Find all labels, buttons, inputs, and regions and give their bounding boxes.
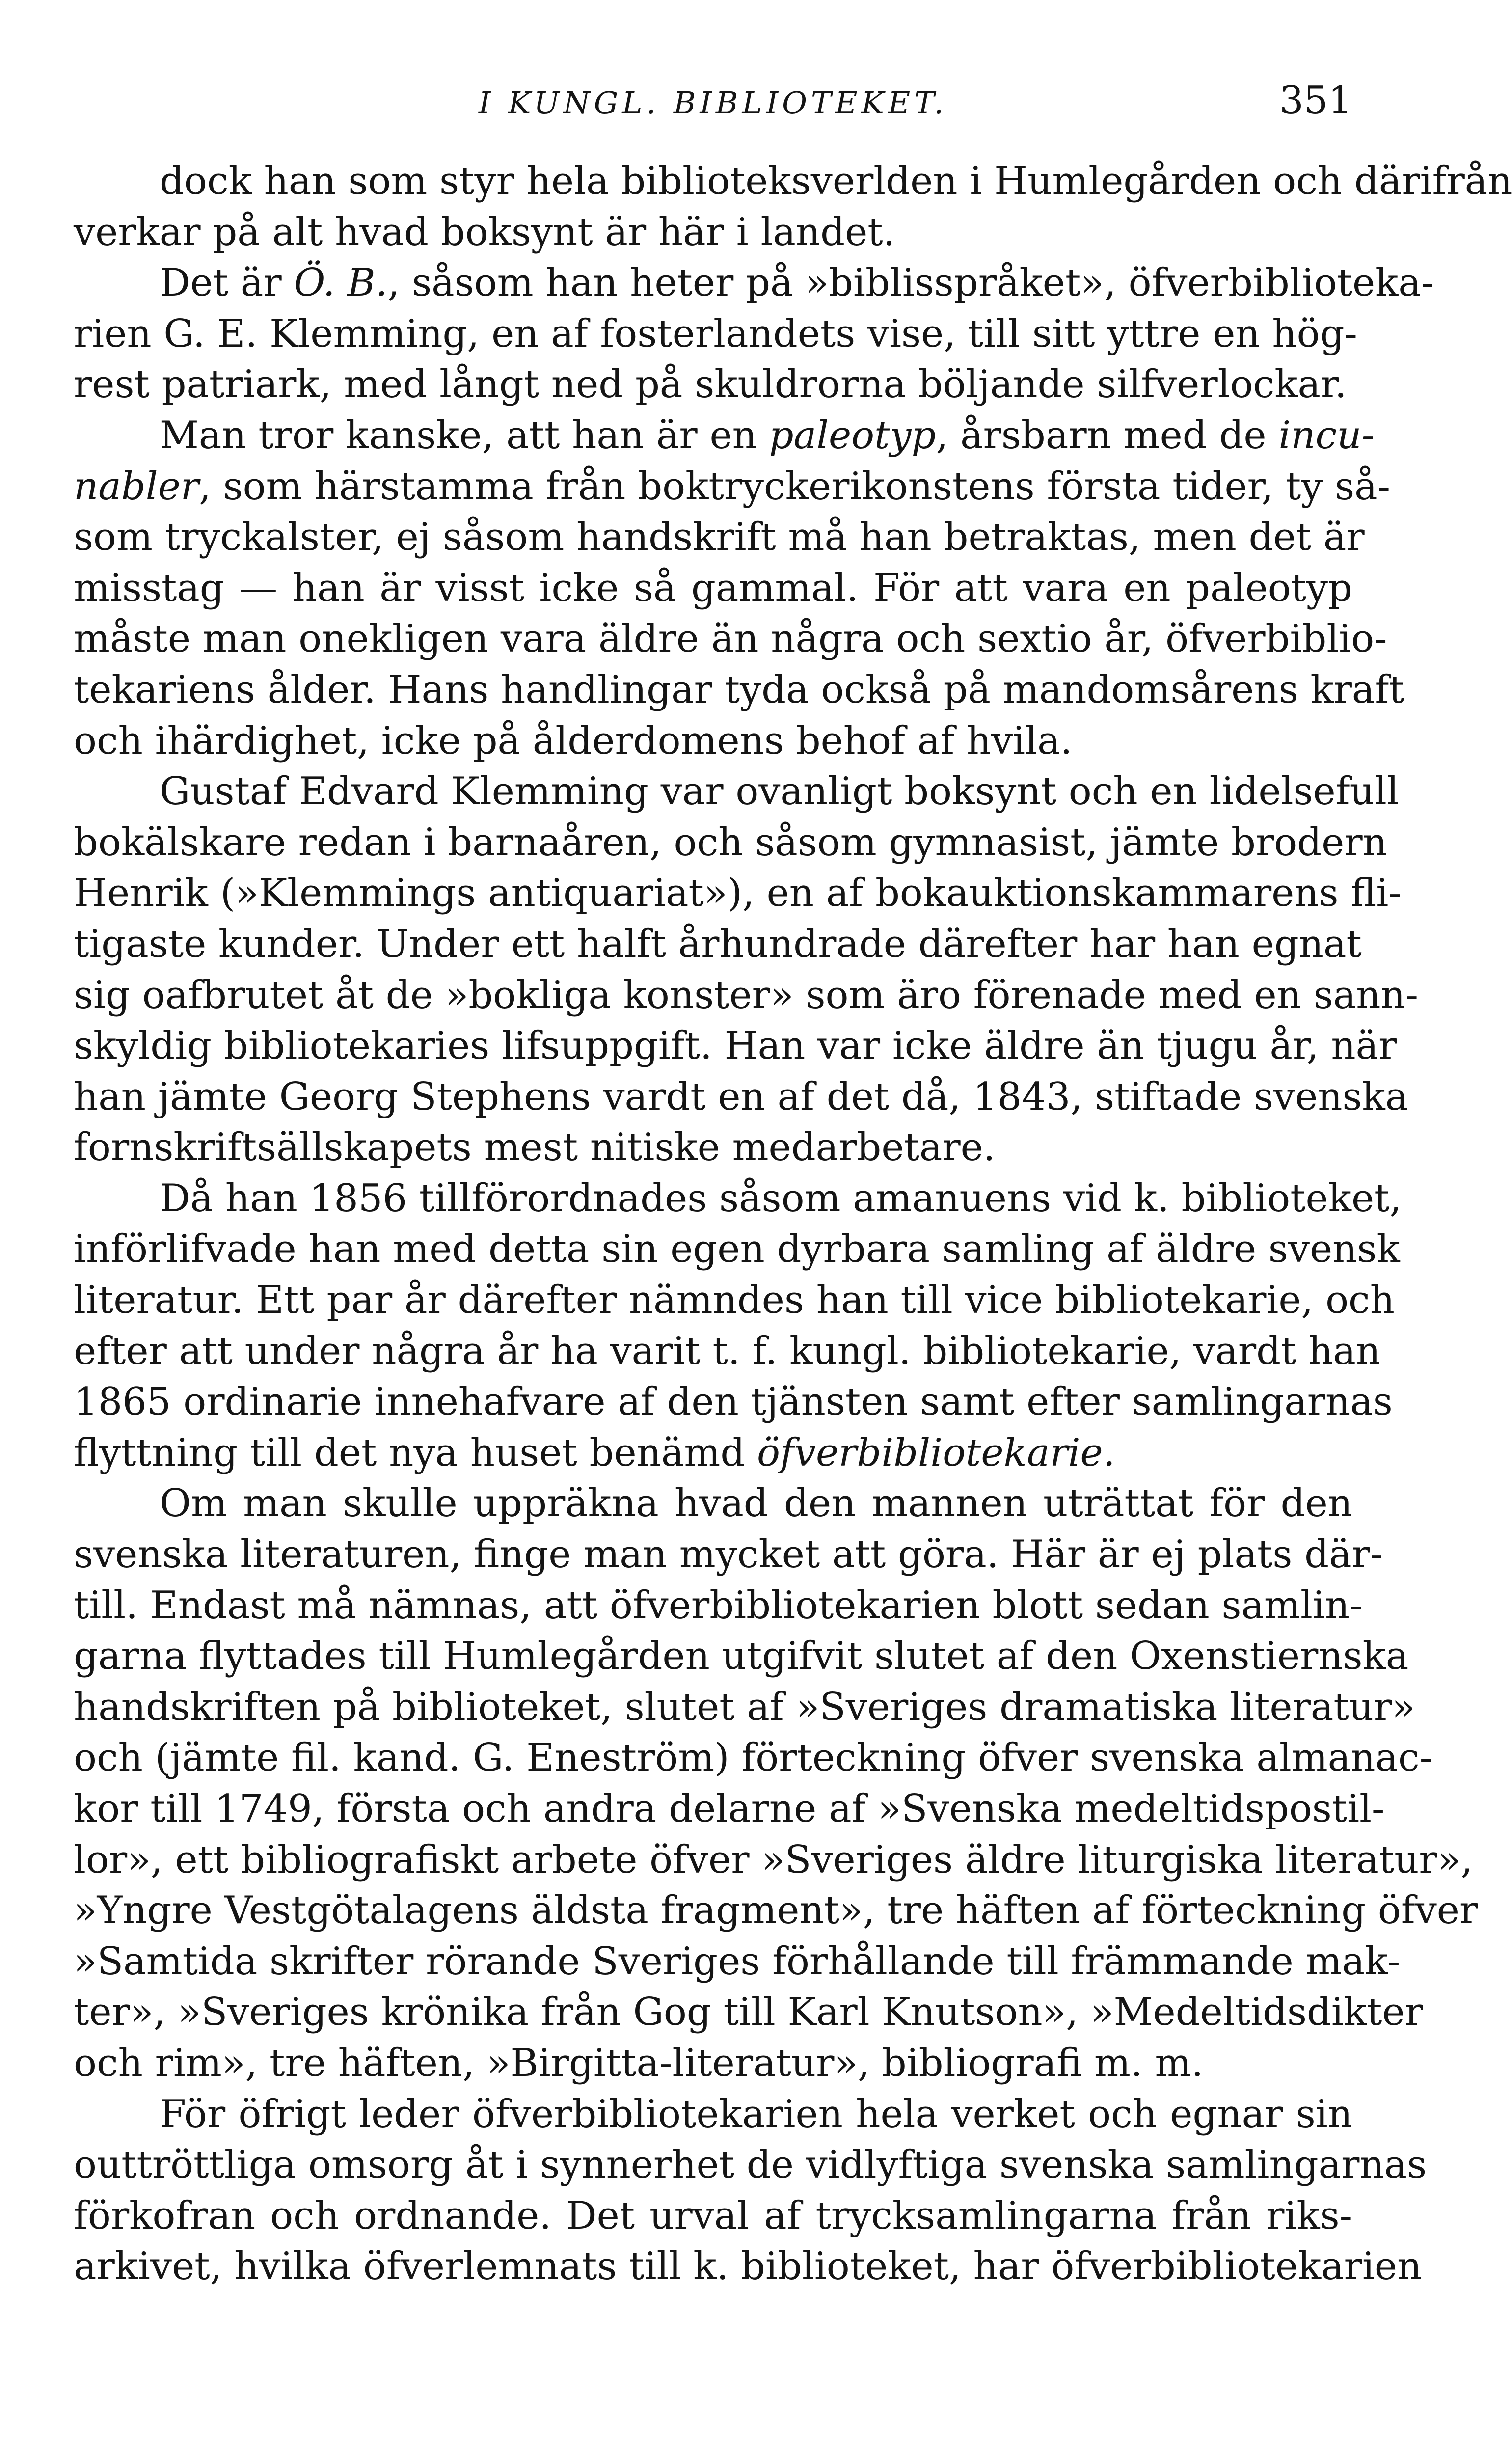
text-line — [74, 1021, 1397, 1072]
text-run: , som härstamma från boktryckerikonstens första tider, ty så- — [199, 464, 1391, 509]
text-line — [74, 2191, 1352, 2242]
text-run: Om man skulle uppräkna hvad den mannen uträttat för den — [160, 1481, 1352, 1526]
text-run: fornskriftsällskapets mest nitiske medarbetare. — [74, 1125, 996, 1170]
text-run: garna flyttades till Humlegården utgifvit slutet af den Oxenstiernska — [74, 1634, 1409, 1679]
text-run: bokälskare redan i barnaåren, och såsom gymnasist, jämte brodern — [74, 820, 1387, 865]
text-run: verkar på alt hvad boksynt är här i landet. — [74, 210, 895, 254]
text-line — [74, 2089, 1352, 2140]
text-run: och ihärdighet, icke på ålderdomens behof af hvila. — [74, 718, 1073, 763]
text-line — [74, 1784, 1385, 1835]
text-run: ter», »Sveriges krönika från Gog till Karl Knutson», »Medeltidsdikter — [74, 1990, 1423, 2035]
body-text — [74, 156, 1512, 2292]
text-run: Henrik (»Klemmings antiquariat»), en af bokauktionskammarens fli- — [74, 871, 1402, 916]
text-line — [74, 2140, 1427, 2191]
text-line — [74, 1682, 1415, 1733]
text-run: svenska literaturen, finge man mycket att göra. Här är ej plats där- — [74, 1532, 1383, 1577]
text-run: 1865 ordinarie innehafvare af den tjänsten samt efter samlingarnas — [74, 1380, 1393, 1424]
text-run: till. Endast må nämnas, att öfverbibliotekarien blott sedan samlin- — [74, 1583, 1363, 1628]
paragraph — [74, 258, 1434, 410]
text-run: lor», ett bibliografiskt arbete öfver »Sveriges äldre liturgiska literatur», — [74, 1837, 1473, 1882]
paragraph — [74, 1173, 1402, 1479]
text-line — [74, 309, 1357, 360]
italic-text-run: incu- — [1278, 413, 1375, 458]
text-run: literatur. Ett par år därefter nämndes han till vice bibliotekarie, och — [74, 1278, 1395, 1323]
paragraph — [74, 1478, 1478, 2089]
text-line — [74, 1122, 1352, 1173]
text-run: »Samtida skrifter rörande Sveriges förhållande till främmande mak- — [74, 1939, 1401, 1984]
text-run: sig oafbrutet åt de »bokliga konster» som äro förenade med en sann- — [74, 973, 1419, 1017]
italic-text-run: paleotyp — [769, 413, 936, 458]
text-run: som tryckalster, ej såsom handskrift må han betraktas, men det är — [74, 515, 1365, 560]
text-line — [74, 156, 1512, 207]
text-line — [74, 716, 1352, 767]
text-run: För öfrigt leder öfverbibliotekarien hela verket och egnar sin — [160, 2092, 1352, 2136]
text-line — [74, 1478, 1352, 1529]
italic-text-run: nabler — [74, 464, 199, 509]
text-line — [74, 1326, 1381, 1377]
text-run: tekariens ålder. Hans handlingar tyda också på mandomsårens kraft — [74, 667, 1404, 712]
text-line — [74, 970, 1419, 1021]
text-run: efter att under några år ha varit t. f. kungl. bibliotekarie, vardt han — [74, 1329, 1381, 1373]
text-line — [74, 207, 1352, 258]
text-line — [74, 1224, 1400, 1275]
paragraph — [74, 410, 1404, 766]
text-run: måste man onekligen vara äldre än några och sextio år, öfverbiblio- — [74, 617, 1387, 661]
text-line — [74, 1428, 1352, 1479]
text-run: handskriften på biblioteket, slutet af »Sveriges dramatiska literatur» — [74, 1685, 1415, 1729]
italic-text-run: Ö. B. — [294, 261, 388, 305]
text-line — [74, 1581, 1363, 1632]
text-run: han jämte Georg Stephens vardt en af det då, 1843, stiftade svenska — [74, 1074, 1408, 1119]
text-line — [74, 665, 1404, 716]
text-line — [74, 919, 1362, 970]
page-header — [74, 74, 1352, 133]
text-line — [74, 258, 1434, 309]
text-run: »Yngre Vestgötalagens äldsta fragment», tre häften af förteckning öfver — [74, 1888, 1478, 1933]
text-line — [74, 512, 1365, 563]
text-line — [74, 1529, 1383, 1581]
text-line — [74, 2038, 1352, 2089]
text-line — [74, 1072, 1408, 1123]
text-line — [74, 1885, 1478, 1937]
text-line — [74, 1173, 1402, 1225]
text-run: Då han 1856 tillförordnades såsom amanuens vid k. biblioteket, — [160, 1176, 1402, 1221]
text-run: och rim», tre häften, »Birgitta-literatur», bibliografi m. m. — [74, 2041, 1204, 2085]
text-run: , såsom han heter på »biblisspråket», öfverbibliotekа- — [387, 261, 1434, 305]
text-line — [74, 766, 1399, 818]
text-run: arkivet, hvilka öfverlemnats till k. biblioteket, har öfverbibliotekarien — [74, 2244, 1422, 2289]
page-number: 351 — [1279, 79, 1352, 123]
text-run: rien G. E. Klemming, en af fosterlandets vise, till sitt yttre en hög- — [74, 311, 1357, 356]
text-line — [74, 1275, 1395, 1326]
paragraph — [74, 766, 1419, 1173]
text-run: Gustaf Edvard Klemming var ovanligt boksynt och en lidelsefull — [160, 769, 1399, 814]
text-run: förkofran och ordnande. Det urval af trycksamlingarna från riks- — [74, 2193, 1352, 2238]
italic-text-run: öfverbibliotekarie. — [757, 1430, 1115, 1475]
text-run: Det är — [160, 261, 294, 305]
text-line — [74, 1733, 1433, 1784]
text-run: , årsbarn med de — [936, 413, 1279, 458]
text-run: dock han som styr hela biblioteksverlden i Humlegården och därifrån — [160, 159, 1512, 203]
text-run: kor till 1749, första och andra delarne af »Svenska medeltidspostil- — [74, 1787, 1385, 1831]
text-line — [74, 1377, 1393, 1428]
text-run: misstag — han är visst icke så gammal. För att vara en paleotyp — [74, 566, 1352, 610]
text-run: rest patriark, med långt ned på skuldrorna böljande silfverlockar. — [74, 362, 1347, 407]
text-line — [74, 359, 1352, 410]
text-line — [74, 2241, 1422, 2292]
text-line — [74, 563, 1352, 614]
text-run: outtröttliga omsorg åt i synnerhet de vidlyftiga svenska samlingarnas — [74, 2143, 1427, 2187]
text-run: tigaste kunder. Under ett halft århundrade därefter har han egnat — [74, 922, 1362, 966]
text-line — [74, 868, 1402, 919]
text-run: flyttning till det nya huset benämd — [74, 1430, 757, 1475]
text-line — [74, 614, 1387, 665]
text-line — [74, 1835, 1473, 1886]
text-run: Man tror kanske, att han är en — [160, 413, 769, 458]
paragraph — [74, 156, 1512, 258]
text-run: och (jämte fil. kand. G. Eneström) förteckning öfver svenska almanac- — [74, 1736, 1433, 1780]
text-run: skyldig bibliotekaries lifsuppgift. Han var icke äldre än tjugu år, när — [74, 1024, 1397, 1068]
text-line — [74, 410, 1375, 462]
running-title: I KUNGL. BIBLIOTEKET. — [478, 85, 948, 121]
paragraph — [74, 2089, 1427, 2292]
text-line — [74, 462, 1391, 513]
text-line — [74, 1937, 1401, 1988]
text-line — [74, 1631, 1409, 1682]
text-run: införlifvade han med detta sin egen dyrbara samling af äldre svensk — [74, 1227, 1400, 1272]
text-line — [74, 1987, 1423, 2038]
text-line — [74, 818, 1387, 869]
